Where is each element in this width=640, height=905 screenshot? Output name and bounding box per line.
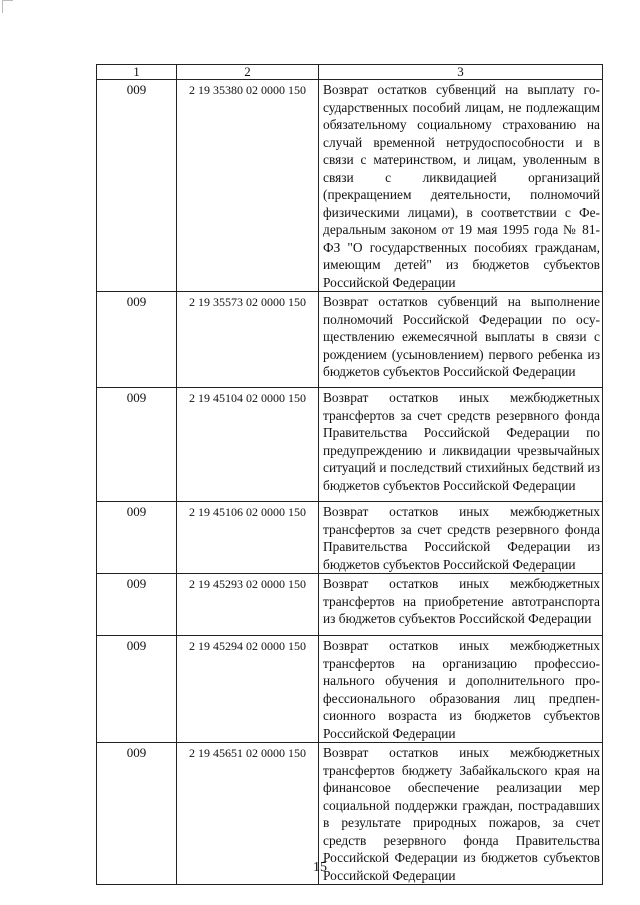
admin-code-cell: 009 xyxy=(97,743,177,885)
column-header-1: 1 xyxy=(97,65,177,80)
kbk-code-cell: 2 19 45651 02 0000 150 xyxy=(177,743,319,885)
description-cell: Возврат остатков иных межбюджетных трансфертов за счет средств резервного фонда Правительства Российской Федерации по предупреждению и ликвидации чрезвычайных ситуаций и последствий стихийных бедствий из бюджетов субъектов Российской Федерации xyxy=(319,388,603,502)
description-cell: Возврат остатков иных межбюджетных трансфертов на организацию профессионального обучения и дополнительного профессионального образования лиц предпенсионного возраста из бюджетов субъектов Российской Федерации xyxy=(319,636,603,743)
description-cell: Возврат остатков субвенций на выплату государственных пособий лицам, не подлежащим обязательному социальному страхованию на случай временной нетрудоспособности и в связи с материнством, и лицам, уволенным в связи с ликвидацией организаций (прекращением деятельности, полномочий физическими лицами), в соответствии с Федеральным законом от 19 мая 1995 года № 81-ФЗ "О государственных пособиях гражданам, имеющим детей" из бюджетов субъектов Российской Федерации xyxy=(319,80,603,292)
page-number: 15 xyxy=(313,860,327,875)
description-cell: Возврат остатков субвенций на выполнение полномочий Российской Федерации по осуществлению ежемесячной выплаты в связи с рождением (усыновлением) первого ребенка из бюджетов субъектов Российской Федерации xyxy=(319,292,603,388)
table-row xyxy=(97,292,603,388)
table-row xyxy=(97,80,603,292)
kbk-code-cell: 2 19 45106 02 0000 150 xyxy=(177,502,319,574)
admin-code-cell: 009 xyxy=(97,80,177,292)
table-row xyxy=(97,636,603,743)
table-row xyxy=(97,388,603,502)
table-row xyxy=(97,502,603,574)
scan-corner-mark xyxy=(2,0,13,13)
budget-classification-table xyxy=(96,64,603,885)
kbk-code-cell: 2 19 45104 02 0000 150 xyxy=(177,388,319,502)
description-cell: Возврат остатков иных межбюджетных трансфертов бюджету Забайкальского края на финансовое обеспечение реализации мер социальной поддержки граждан, пострадавших в результате природных пожаров, за счет средств резервного фонда Правительства Российской Федерации из бюджетов субъектов Российской Федерации xyxy=(319,743,603,885)
header-row xyxy=(97,65,603,80)
admin-code-cell: 009 xyxy=(97,388,177,502)
table-row xyxy=(97,574,603,636)
description-cell: Возврат остатков иных межбюджетных трансфертов за счет средств резервного фонда Правительства Российской Федерации из бюджетов субъектов Российской Федерации xyxy=(319,502,603,574)
kbk-code-cell: 2 19 45294 02 0000 150 xyxy=(177,636,319,743)
kbk-code-cell: 2 19 45293 02 0000 150 xyxy=(177,574,319,636)
admin-code-cell: 009 xyxy=(97,502,177,574)
column-header-2: 2 xyxy=(177,65,319,80)
kbk-code-cell: 2 19 35573 02 0000 150 xyxy=(177,292,319,388)
kbk-code-cell: 2 19 35380 02 0000 150 xyxy=(177,80,319,292)
admin-code-cell: 009 xyxy=(97,574,177,636)
admin-code-cell: 009 xyxy=(97,636,177,743)
admin-code-cell: 009 xyxy=(97,292,177,388)
column-header-3: 3 xyxy=(319,65,603,80)
description-cell: Возврат остатков иных межбюджетных трансфертов на приобретение автотранспорта из бюджетов субъектов Российской Федерации xyxy=(319,574,603,636)
